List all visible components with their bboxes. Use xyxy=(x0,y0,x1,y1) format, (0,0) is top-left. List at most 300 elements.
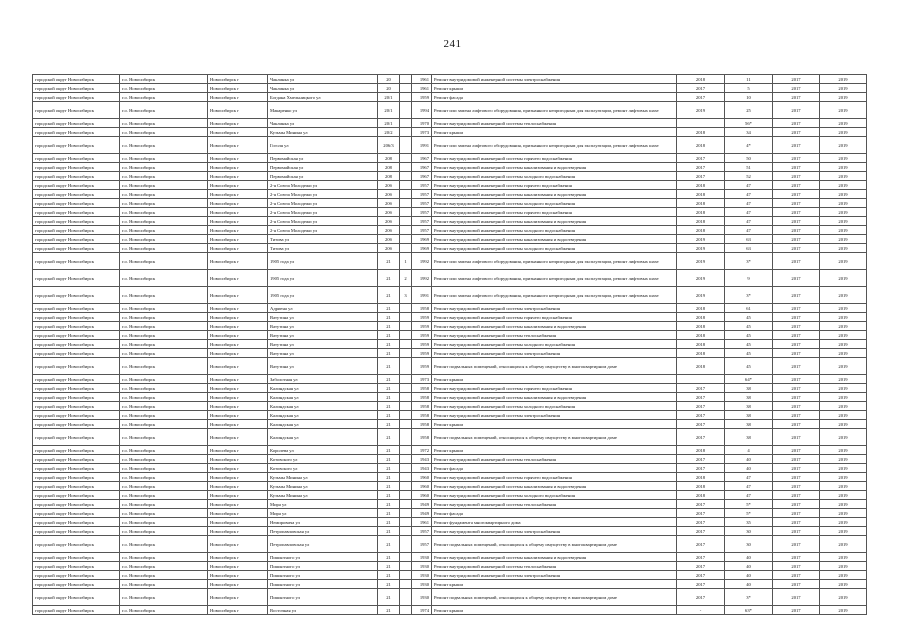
cell-settlement: г.о. Новосибирск xyxy=(120,190,208,199)
cell-end-year: 2019 xyxy=(820,287,867,304)
cell-work-type: Ремонт фасада xyxy=(432,464,677,473)
cell-street: Титова ул xyxy=(268,244,378,253)
cell-house: 20/2 xyxy=(378,128,400,137)
cell-start-year: 2017 xyxy=(773,270,820,287)
cell-building: 1 xyxy=(400,253,412,270)
cell-city: Новосибирск г xyxy=(208,75,268,84)
cell-start-year: 2017 xyxy=(773,375,820,384)
cell-house: 20б xyxy=(378,190,400,199)
cell-building xyxy=(400,402,412,411)
cell-okrug: городской округ Новосибирск xyxy=(33,102,120,119)
cell-year-plan: 2017 xyxy=(677,384,725,393)
table-row xyxy=(33,420,867,429)
cell-year-plan: 2019 xyxy=(677,102,725,119)
cell-year: 1958 xyxy=(412,429,432,446)
cell-okrug: городской округ Новосибирск xyxy=(33,287,120,304)
cell-okrug: городской округ Новосибирск xyxy=(33,384,120,393)
table-row xyxy=(33,402,867,411)
cell-number: 45 xyxy=(725,340,773,349)
cell-end-year: 2019 xyxy=(820,553,867,562)
cell-year-plan: 2017 xyxy=(677,455,725,464)
cell-street: Кузьмы Минина ул xyxy=(268,491,378,500)
cell-street: Заболотная ул xyxy=(268,375,378,384)
cell-okrug: городской округ Новосибирск xyxy=(33,527,120,536)
cell-city: Новосибирск г xyxy=(208,181,268,190)
cell-house: 21 xyxy=(378,340,400,349)
cell-city: Новосибирск г xyxy=(208,553,268,562)
cell-end-year: 2019 xyxy=(820,562,867,571)
cell-year-plan: 2018 xyxy=(677,128,725,137)
cell-year-plan: 2018 xyxy=(677,137,725,154)
cell-building xyxy=(400,84,412,93)
cell-work-type: Ремонт крыши xyxy=(432,84,677,93)
cell-number: 40 xyxy=(725,553,773,562)
cell-number: 9 xyxy=(725,270,773,287)
cell-street: Кузьмы Минина ул xyxy=(268,128,378,137)
cell-start-year: 2017 xyxy=(773,606,820,615)
cell-city: Новосибирск г xyxy=(208,606,268,615)
cell-okrug: городской округ Новосибирск xyxy=(33,235,120,244)
cell-number: 5* xyxy=(725,500,773,509)
cell-street: Ватутина ул xyxy=(268,349,378,358)
cell-okrug: городской округ Новосибирск xyxy=(33,208,120,217)
cell-street: Кузьмы Минина ул xyxy=(268,473,378,482)
cell-street: Первомайская ул xyxy=(268,163,378,172)
cell-number: 63 xyxy=(725,235,773,244)
cell-building xyxy=(400,217,412,226)
cell-end-year: 2019 xyxy=(820,536,867,553)
table-row xyxy=(33,304,867,313)
cell-house: 208 xyxy=(378,163,400,172)
cell-building xyxy=(400,420,412,429)
table-row xyxy=(33,349,867,358)
cell-end-year: 2019 xyxy=(820,102,867,119)
cell-work-type: Ремонт или замена лифтового оборудования, признанного непригодным для эксплуатации, ремонт лифтовых шахт xyxy=(432,137,677,154)
cell-year-plan: 2017 xyxy=(677,580,725,589)
cell-house: 208 xyxy=(378,172,400,181)
register-table xyxy=(32,74,867,615)
table-row xyxy=(33,464,867,473)
cell-number: 40 xyxy=(725,571,773,580)
cell-okrug: городской округ Новосибирск xyxy=(33,606,120,615)
cell-street: Чаклинка ул xyxy=(268,84,378,93)
cell-year-plan: 2017 xyxy=(677,429,725,446)
cell-street: 2-я Союза Молодежи ул xyxy=(268,217,378,226)
cell-end-year: 2019 xyxy=(820,349,867,358)
cell-city: Новосибирск г xyxy=(208,93,268,102)
cell-end-year: 2019 xyxy=(820,606,867,615)
cell-year: 1958 xyxy=(412,304,432,313)
cell-building xyxy=(400,482,412,491)
cell-city: Новосибирск г xyxy=(208,235,268,244)
cell-street: 1905 года ул xyxy=(268,253,378,270)
table-row xyxy=(33,154,867,163)
cell-number: 45 xyxy=(725,349,773,358)
cell-year: 1958 xyxy=(412,402,432,411)
cell-work-type: Ремонт фасада xyxy=(432,93,677,102)
cell-end-year: 2019 xyxy=(820,527,867,536)
cell-year: 1958 xyxy=(412,393,432,402)
cell-house: 20б xyxy=(378,226,400,235)
cell-settlement: г.о. Новосибирск xyxy=(120,553,208,562)
cell-year: 1959 xyxy=(412,93,432,102)
cell-year-plan: 2017 xyxy=(677,154,725,163)
cell-settlement: г.о. Новосибирск xyxy=(120,589,208,606)
table-row xyxy=(33,322,867,331)
cell-start-year: 2017 xyxy=(773,464,820,473)
cell-street: Калиндская ул xyxy=(268,384,378,393)
cell-work-type: Ремонт внутридомовой инженерной системы канализования и водоотведения xyxy=(432,163,677,172)
cell-building xyxy=(400,509,412,518)
cell-work-type: Ремонт внутридомовой инженерной системы теплоснабжения xyxy=(432,455,677,464)
cell-city: Новосибирск г xyxy=(208,313,268,322)
cell-year-plan: 2018 xyxy=(677,322,725,331)
table-row xyxy=(33,270,867,287)
cell-city: Новосибирск г xyxy=(208,340,268,349)
cell-start-year: 2017 xyxy=(773,181,820,190)
cell-number: 51 xyxy=(725,163,773,172)
cell-house: 21 xyxy=(378,553,400,562)
cell-building xyxy=(400,322,412,331)
cell-end-year: 2019 xyxy=(820,172,867,181)
cell-number: 3* xyxy=(725,589,773,606)
cell-work-type: Ремонт подвальных помещений, относящихся к общему имуществу в многоквартирном доме xyxy=(432,429,677,446)
table-row xyxy=(33,358,867,375)
cell-street: 2-я Союза Молодежи ул xyxy=(268,226,378,235)
cell-settlement: г.о. Новосибирск xyxy=(120,420,208,429)
cell-house: 21 xyxy=(378,589,400,606)
cell-end-year: 2019 xyxy=(820,340,867,349)
cell-end-year: 2019 xyxy=(820,128,867,137)
cell-number: 63* xyxy=(725,606,773,615)
table-row xyxy=(33,482,867,491)
cell-end-year: 2019 xyxy=(820,393,867,402)
cell-year: 1949 xyxy=(412,500,432,509)
cell-year-plan: 2017 xyxy=(677,402,725,411)
cell-number: 47 xyxy=(725,199,773,208)
cell-year-plan xyxy=(677,119,725,128)
cell-house: 20/1 xyxy=(378,102,400,119)
cell-settlement: г.о. Новосибирск xyxy=(120,93,208,102)
cell-start-year: 2017 xyxy=(773,455,820,464)
cell-okrug: городской округ Новосибирск xyxy=(33,217,120,226)
cell-start-year: 2017 xyxy=(773,358,820,375)
cell-work-type: Ремонт внутридомовой инженерной системы горячего водоснабжения xyxy=(432,473,677,482)
table-row xyxy=(33,393,867,402)
cell-work-type: Ремонт или замена лифтового оборудования, признанного непригодным для эксплуатации, ремонт лифтовых шахт xyxy=(432,253,677,270)
cell-street: Калиндская ул xyxy=(268,429,378,446)
cell-street: Калиндская ул xyxy=(268,420,378,429)
cell-city: Новосибирск г xyxy=(208,154,268,163)
cell-city: Новосибирск г xyxy=(208,102,268,119)
cell-building xyxy=(400,536,412,553)
cell-start-year: 2017 xyxy=(773,304,820,313)
table-row xyxy=(33,313,867,322)
cell-building xyxy=(400,527,412,536)
cell-okrug: городской округ Новосибирск xyxy=(33,411,120,420)
cell-building xyxy=(400,244,412,253)
cell-year: 1957 xyxy=(412,190,432,199)
cell-settlement: г.о. Новосибирск xyxy=(120,235,208,244)
cell-city: Новосибирск г xyxy=(208,446,268,455)
cell-start-year: 2017 xyxy=(773,429,820,446)
cell-work-type: Ремонт фасада xyxy=(432,509,677,518)
cell-end-year: 2019 xyxy=(820,226,867,235)
cell-settlement: г.о. Новосибирск xyxy=(120,217,208,226)
cell-house: 20б xyxy=(378,244,400,253)
cell-end-year: 2019 xyxy=(820,190,867,199)
cell-okrug: городской округ Новосибирск xyxy=(33,163,120,172)
cell-settlement: г.о. Новосибирск xyxy=(120,455,208,464)
cell-end-year: 2019 xyxy=(820,75,867,84)
cell-building: 3 xyxy=(400,287,412,304)
cell-settlement: г.о. Новосибирск xyxy=(120,172,208,181)
cell-city: Новосибирск г xyxy=(208,304,268,313)
table-row xyxy=(33,172,867,181)
cell-house: 21 xyxy=(378,562,400,571)
cell-end-year: 2019 xyxy=(820,384,867,393)
cell-city: Новосибирск г xyxy=(208,518,268,527)
cell-year: 1973 xyxy=(412,375,432,384)
cell-building xyxy=(400,208,412,217)
cell-okrug: городской округ Новосибирск xyxy=(33,226,120,235)
cell-number: 38 xyxy=(725,384,773,393)
cell-start-year: 2017 xyxy=(773,217,820,226)
cell-city: Новосибирск г xyxy=(208,491,268,500)
cell-year: 1959 xyxy=(412,349,432,358)
cell-year-plan: 2018 xyxy=(677,208,725,217)
cell-house: 21 xyxy=(378,322,400,331)
cell-city: Новосибирск г xyxy=(208,500,268,509)
cell-okrug: городской округ Новосибирск xyxy=(33,349,120,358)
cell-settlement: г.о. Новосибирск xyxy=(120,429,208,446)
cell-end-year: 2019 xyxy=(820,358,867,375)
cell-building xyxy=(400,331,412,340)
cell-start-year: 2017 xyxy=(773,84,820,93)
cell-city: Новосибирск г xyxy=(208,322,268,331)
cell-work-type: Ремонт внутридомовой инженерной системы холодного водоснабжения xyxy=(432,199,677,208)
cell-settlement: г.о. Новосибирск xyxy=(120,304,208,313)
cell-settlement: г.о. Новосибирск xyxy=(120,154,208,163)
cell-end-year: 2019 xyxy=(820,402,867,411)
cell-start-year: 2017 xyxy=(773,420,820,429)
cell-number: 45 xyxy=(725,322,773,331)
cell-work-type: Ремонт крыши xyxy=(432,128,677,137)
cell-start-year: 2017 xyxy=(773,571,820,580)
cell-house: 20б xyxy=(378,199,400,208)
cell-year-plan: 2018 xyxy=(677,491,725,500)
table-row xyxy=(33,163,867,172)
cell-street: Пишкотного ул xyxy=(268,571,378,580)
cell-end-year: 2019 xyxy=(820,411,867,420)
cell-settlement: г.о. Новосибирск xyxy=(120,509,208,518)
cell-start-year: 2017 xyxy=(773,446,820,455)
cell-city: Новосибирск г xyxy=(208,244,268,253)
table-row xyxy=(33,84,867,93)
cell-okrug: городской округ Новосибирск xyxy=(33,270,120,287)
cell-settlement: г.о. Новосибирск xyxy=(120,446,208,455)
cell-okrug: городской округ Новосибирск xyxy=(33,509,120,518)
cell-end-year: 2019 xyxy=(820,509,867,518)
cell-number: 5* xyxy=(725,509,773,518)
cell-work-type: Ремонт подвальных помещений, относящихся к общему имуществу в многоквартирном доме xyxy=(432,589,677,606)
cell-year: 1943 xyxy=(412,455,432,464)
cell-work-type: Ремонт внутридомовой инженерной системы холодного водоснабжения xyxy=(432,244,677,253)
cell-building xyxy=(400,235,412,244)
cell-okrug: городской округ Новосибирск xyxy=(33,119,120,128)
cell-number: 45 xyxy=(725,313,773,322)
cell-number: 3* xyxy=(725,253,773,270)
table-row xyxy=(33,199,867,208)
cell-start-year: 2017 xyxy=(773,199,820,208)
cell-city: Новосибирск г xyxy=(208,270,268,287)
cell-end-year: 2019 xyxy=(820,304,867,313)
cell-city: Новосибирск г xyxy=(208,217,268,226)
cell-street: Ватутина ул xyxy=(268,340,378,349)
cell-work-type: Ремонт внутридомовой инженерной системы канализования и водоотведения xyxy=(432,553,677,562)
cell-end-year: 2019 xyxy=(820,154,867,163)
cell-okrug: городской округ Новосибирск xyxy=(33,446,120,455)
cell-work-type: Ремонт внутридомовой инженерной системы теплоснабжения xyxy=(432,119,677,128)
cell-building xyxy=(400,190,412,199)
cell-number: 47 xyxy=(725,190,773,199)
cell-year: 1959 xyxy=(412,340,432,349)
cell-street: Чаклинка ул xyxy=(268,119,378,128)
cell-year-plan xyxy=(677,375,725,384)
cell-start-year: 2017 xyxy=(773,93,820,102)
cell-end-year: 2019 xyxy=(820,217,867,226)
cell-end-year: 2019 xyxy=(820,518,867,527)
cell-house: 20 xyxy=(378,75,400,84)
register-body xyxy=(33,75,867,615)
cell-street: Петропавловская ул xyxy=(268,536,378,553)
table-row xyxy=(33,128,867,137)
cell-end-year: 2019 xyxy=(820,181,867,190)
cell-end-year: 2019 xyxy=(820,482,867,491)
cell-work-type: Ремонт внутридомовой инженерной системы горячего водоснабжения xyxy=(432,384,677,393)
cell-end-year: 2019 xyxy=(820,208,867,217)
cell-street: Ватутина ул xyxy=(268,331,378,340)
cell-settlement: г.о. Новосибирск xyxy=(120,527,208,536)
cell-year: 1959 xyxy=(412,322,432,331)
cell-number: 45 xyxy=(725,358,773,375)
cell-end-year: 2019 xyxy=(820,163,867,172)
cell-settlement: г.о. Новосибирск xyxy=(120,402,208,411)
cell-settlement: г.о. Новосибирск xyxy=(120,536,208,553)
cell-city: Новосибирск г xyxy=(208,253,268,270)
cell-number: 47 xyxy=(725,226,773,235)
cell-end-year: 2019 xyxy=(820,464,867,473)
cell-start-year: 2017 xyxy=(773,102,820,119)
cell-number: 45 xyxy=(725,331,773,340)
table-row xyxy=(33,411,867,420)
cell-year: 1959 xyxy=(412,358,432,375)
table-row xyxy=(33,518,867,527)
cell-building xyxy=(400,464,412,473)
cell-settlement: г.о. Новосибирск xyxy=(120,482,208,491)
cell-street: Богдана Хмельницкого ул xyxy=(268,93,378,102)
cell-street: Калиндская ул xyxy=(268,393,378,402)
cell-city: Новосибирск г xyxy=(208,137,268,154)
cell-start-year: 2017 xyxy=(773,509,820,518)
cell-building xyxy=(400,137,412,154)
cell-house: 21 xyxy=(378,313,400,322)
cell-city: Новосибирск г xyxy=(208,527,268,536)
cell-work-type: Ремонт внутридомовой инженерной системы теплоснабжения xyxy=(432,331,677,340)
cell-year-plan: 2017 xyxy=(677,589,725,606)
cell-okrug: городской округ Новосибирск xyxy=(33,562,120,571)
cell-city: Новосибирск г xyxy=(208,358,268,375)
cell-work-type: Ремонт подвальных помещений, относящихся к общему имуществу в многоквартирном доме xyxy=(432,358,677,375)
cell-house: 21 xyxy=(378,393,400,402)
cell-start-year: 2017 xyxy=(773,331,820,340)
cell-number: 38 xyxy=(725,420,773,429)
cell-settlement: г.о. Новосибирск xyxy=(120,500,208,509)
cell-work-type: Ремонт внутридомовой инженерной системы теплоснабжения xyxy=(432,500,677,509)
cell-street: Ватутина ул xyxy=(268,322,378,331)
cell-start-year: 2017 xyxy=(773,580,820,589)
cell-house: 21 xyxy=(378,500,400,509)
cell-city: Новосибирск г xyxy=(208,384,268,393)
table-row xyxy=(33,340,867,349)
cell-year-plan: 2017 xyxy=(677,553,725,562)
cell-street: Титова ул xyxy=(268,235,378,244)
table-row xyxy=(33,181,867,190)
cell-number: 50 xyxy=(725,154,773,163)
table-row xyxy=(33,527,867,536)
cell-year: 1969 xyxy=(412,244,432,253)
cell-start-year: 2017 xyxy=(773,154,820,163)
cell-okrug: городской округ Новосибирск xyxy=(33,340,120,349)
cell-settlement: г.о. Новосибирск xyxy=(120,606,208,615)
cell-okrug: городской округ Новосибирск xyxy=(33,199,120,208)
cell-work-type: Ремонт внутридомовой инженерной системы электроснабжения xyxy=(432,411,677,420)
cell-year-plan: 2018 xyxy=(677,75,725,84)
cell-year-plan: 2017 xyxy=(677,536,725,553)
cell-start-year: 2017 xyxy=(773,349,820,358)
cell-city: Новосибирск г xyxy=(208,464,268,473)
cell-house: 21 xyxy=(378,270,400,287)
cell-okrug: городской округ Новосибирск xyxy=(33,84,120,93)
cell-city: Новосибирск г xyxy=(208,420,268,429)
cell-street: Макаренко ул xyxy=(268,102,378,119)
cell-work-type: Ремонт внутридомовой инженерной системы канализования и водоотведения xyxy=(432,190,677,199)
cell-settlement: г.о. Новосибирск xyxy=(120,491,208,500)
cell-end-year: 2019 xyxy=(820,199,867,208)
cell-building xyxy=(400,491,412,500)
cell-number: 38 xyxy=(725,429,773,446)
cell-building xyxy=(400,375,412,384)
cell-okrug: городской округ Новосибирск xyxy=(33,172,120,181)
cell-okrug: городской округ Новосибирск xyxy=(33,137,120,154)
cell-okrug: городской округ Новосибирск xyxy=(33,375,120,384)
cell-year-plan: 2018 xyxy=(677,217,725,226)
cell-start-year: 2017 xyxy=(773,491,820,500)
cell-house: 20б xyxy=(378,181,400,190)
cell-house: 21 xyxy=(378,349,400,358)
cell-building xyxy=(400,500,412,509)
cell-street: Чаклинка ул xyxy=(268,75,378,84)
cell-settlement: г.о. Новосибирск xyxy=(120,518,208,527)
cell-year-plan: 2019 xyxy=(677,235,725,244)
cell-settlement: г.о. Новосибирск xyxy=(120,313,208,322)
cell-year-plan: 2018 xyxy=(677,304,725,313)
cell-number: 30 xyxy=(725,536,773,553)
cell-house: 21 xyxy=(378,491,400,500)
cell-year: 1930 xyxy=(412,580,432,589)
cell-year: 1959 xyxy=(412,331,432,340)
cell-city: Новосибирск г xyxy=(208,128,268,137)
